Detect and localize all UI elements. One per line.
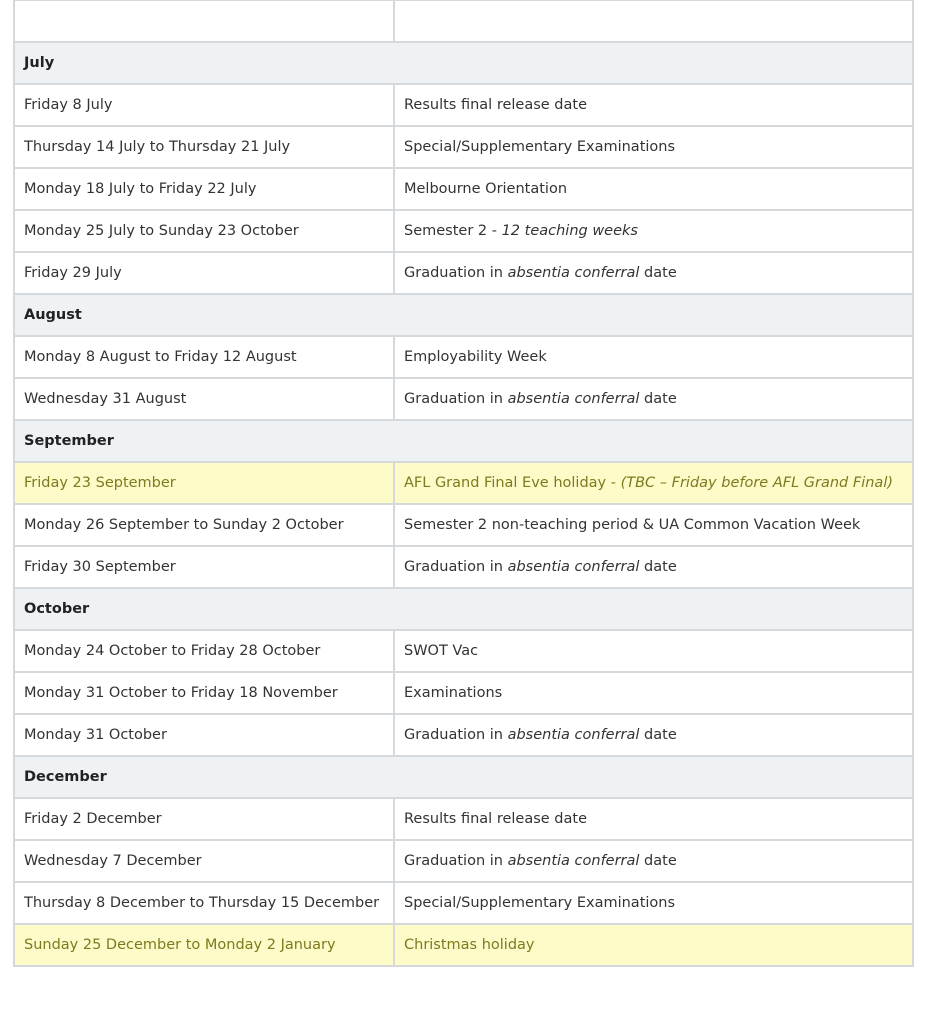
event-text: Semester 2 - [404,223,502,239]
event-text-italic: absentia conferral [507,853,640,869]
table-row [14,252,913,294]
event-cell [394,0,913,42]
table-row [14,714,913,756]
month-header-row [14,294,913,336]
event-text: Results final release date [404,97,587,113]
month-header: October [14,588,913,630]
table-row [14,378,913,420]
event-text-italic: absentia conferral [507,265,640,281]
event-cell [394,336,913,378]
date-cell: Monday 24 October to Friday 28 October [14,630,394,672]
date-cell: Monday 18 July to Friday 22 July [14,168,394,210]
event-cell [394,714,913,756]
date-cell: Thursday 14 July to Thursday 21 July [14,126,394,168]
event-cell [394,924,913,966]
event-cell [394,504,913,546]
event-text: Graduation in [404,391,508,407]
table-row [14,672,913,714]
date-cell: Monday 25 July to Sunday 23 October [14,210,394,252]
holiday-row [14,462,913,504]
month-header-row [14,42,913,84]
event-text: Semester 2 non-teaching period & UA Common Vacation Week [404,517,861,533]
date-cell: Monday 8 August to Friday 12 August [14,336,394,378]
table-row [14,546,913,588]
event-cell [394,210,913,252]
event-text: SWOT Vac [404,643,479,659]
event-text: Graduation in [404,853,508,869]
holiday-row [14,924,913,966]
date-cell: Monday 26 September to Sunday 2 October [14,504,394,546]
event-cell [394,252,913,294]
event-text: Christmas holiday [404,937,535,953]
event-text: date [639,853,677,869]
event-text: date [639,727,677,743]
event-text-italic: (TBC – Friday before AFL Grand Final) [620,475,893,491]
table-row [14,630,913,672]
date-cell: Friday 23 September [14,462,394,504]
event-text: Melbourne Orientation [404,181,568,197]
event-text: date [639,559,677,575]
table-row-cut-off [14,0,913,42]
month-header: September [14,420,913,462]
table-row [14,798,913,840]
date-cell: Monday 31 October to Friday 18 November [14,672,394,714]
event-text: Special/Supplementary Examinations [404,895,676,911]
event-text-italic: absentia conferral [507,391,640,407]
event-cell [394,840,913,882]
event-text: Graduation in [404,559,508,575]
event-text-italic: 12 teaching weeks [501,223,638,239]
event-cell [394,672,913,714]
date-cell: Thursday 8 December to Thursday 15 December [14,882,394,924]
event-text: Graduation in [404,265,508,281]
event-text: AFL Grand Final Eve holiday - [404,475,621,491]
calendar-body [14,0,913,966]
table-row [14,210,913,252]
event-text-italic: absentia conferral [507,727,640,743]
table-row [14,840,913,882]
table-row [14,84,913,126]
event-cell [394,462,913,504]
event-text-italic: absentia conferral [507,559,640,575]
month-header-row [14,756,913,798]
event-text: Examinations [404,685,503,701]
table-row [14,168,913,210]
table-row [14,336,913,378]
date-cell: Wednesday 31 August [14,378,394,420]
event-cell [394,630,913,672]
date-cell: Friday 29 July [14,252,394,294]
event-cell [394,798,913,840]
event-text: date [639,391,677,407]
table-row [14,126,913,168]
event-cell [394,84,913,126]
date-cell: Monday 31 October [14,714,394,756]
event-cell [394,168,913,210]
event-text: Employability Week [404,349,547,365]
month-header-row [14,588,913,630]
event-text: date [639,265,677,281]
event-text: Special/Supplementary Examinations [404,139,676,155]
month-header: July [14,42,913,84]
event-text: Results final release date [404,811,587,827]
date-cell: Friday 8 July [14,84,394,126]
table-row [14,882,913,924]
event-cell [394,546,913,588]
event-cell [394,126,913,168]
event-cell [394,378,913,420]
month-header: December [14,756,913,798]
table-row [14,504,913,546]
date-cell: Friday 2 December [14,798,394,840]
date-cell: Wednesday 7 December [14,840,394,882]
event-text: Graduation in [404,727,508,743]
date-cell [14,0,394,42]
event-cell [394,882,913,924]
academic-calendar-table [13,0,914,967]
month-header: August [14,294,913,336]
date-cell: Friday 30 September [14,546,394,588]
month-header-row [14,420,913,462]
date-cell: Sunday 25 December to Monday 2 January [14,924,394,966]
